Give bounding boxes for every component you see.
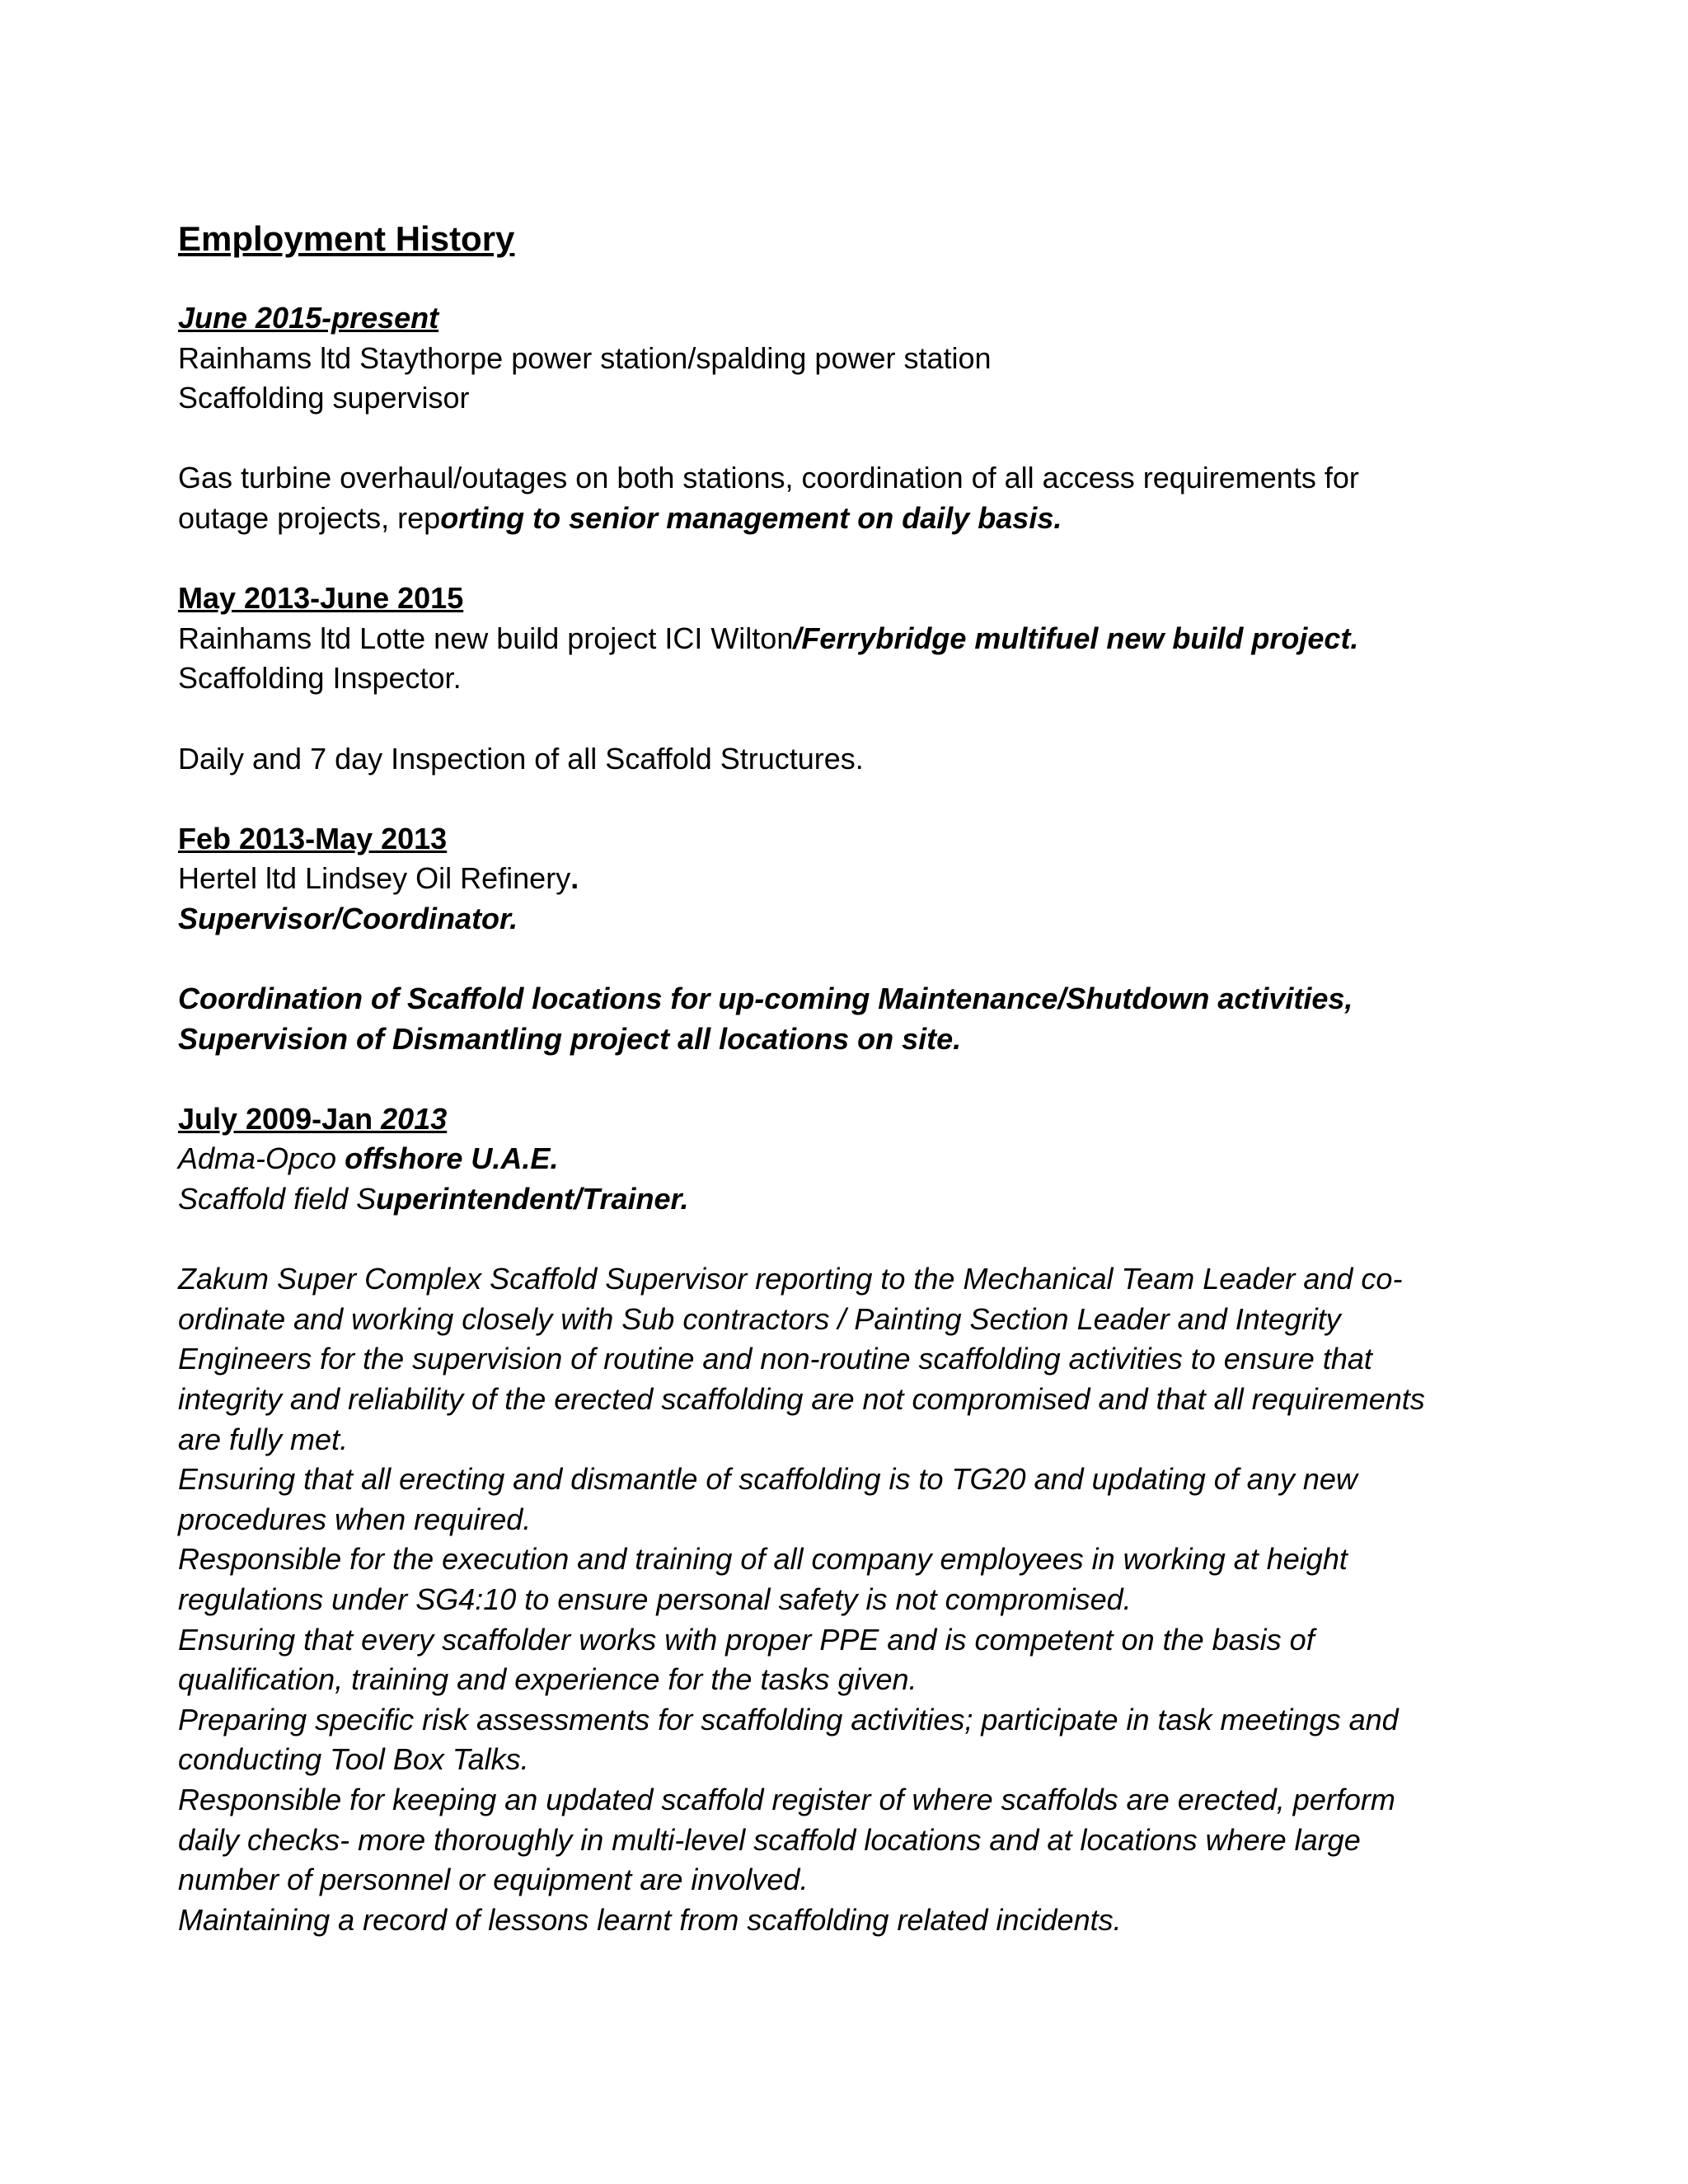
job-description: Daily and 7 day Inspection of all Scaffold Structures. bbox=[178, 741, 864, 776]
job-entry-2 bbox=[178, 579, 1497, 819]
job-description-text: Gas turbine overhaul/outages on both stations, coordination of all access requirements for bbox=[178, 461, 1359, 495]
resume-page bbox=[178, 216, 1497, 1940]
job-date bbox=[178, 1099, 1497, 1140]
job-description bbox=[178, 499, 1497, 539]
spacer bbox=[178, 1220, 1497, 1260]
job-description-line: Engineers for the supervision of routine and non-routine scaffolding activities to ensure that bbox=[178, 1342, 1372, 1376]
job-role: Supervisor/Coordinator. bbox=[178, 901, 518, 935]
job-description-line: Preparing specific risk assessments for scaffolding activities; participate in task meetings and bbox=[178, 1702, 1399, 1736]
job-description-line: integrity and reliability of the erected scaffolding are not compromised and that all requirements bbox=[178, 1382, 1425, 1417]
job-role: Scaffolding Inspector. bbox=[178, 661, 462, 696]
job-date: Feb 2013-May 2013 bbox=[178, 821, 448, 855]
job-company-emphasis: offshore U.A.E. bbox=[345, 1141, 559, 1176]
job-description: Coordination of Scaffold locations for up-coming Maintenance/Shutdown activities, bbox=[178, 982, 1353, 1016]
job-description: Supervision of Dismantling project all locations on site. bbox=[178, 1021, 962, 1056]
job-role: Scaffolding supervisor bbox=[178, 381, 470, 415]
job-entry-1 bbox=[178, 298, 1497, 579]
job-company-emphasis: /Ferrybridge multifuel new build project. bbox=[793, 621, 1359, 655]
job-company: Rainhams ltd Staythorpe power station/spalding power station bbox=[178, 340, 992, 375]
spacer bbox=[178, 539, 1497, 579]
job-company-text: Rainhams ltd Lotte new build project ICI Wilton bbox=[178, 621, 794, 655]
job-description-line: Responsible for keeping an updated scaffold register of where scaffolds are erected, perform bbox=[178, 1782, 1395, 1816]
job-role bbox=[178, 1179, 1497, 1220]
job-description-line: Maintaining a record of lessons learnt from scaffolding related incidents. bbox=[178, 1902, 1122, 1937]
job-description-text: outage projects, rep bbox=[178, 500, 441, 535]
job-entry-3 bbox=[178, 819, 1497, 1099]
job-description-line: number of personnel or equipment are involved. bbox=[178, 1863, 809, 1897]
job-description-line: are fully met. bbox=[178, 1422, 349, 1456]
job-description-line: Ensuring that every scaffolder works with proper PPE and is competent on the basis of bbox=[178, 1622, 1315, 1657]
job-company bbox=[178, 859, 1497, 899]
job-role-emphasis: uperintendent/Trainer. bbox=[376, 1182, 689, 1216]
spacer bbox=[178, 779, 1497, 819]
job-date: May 2013-June 2015 bbox=[178, 581, 464, 616]
section-heading: Employment History bbox=[178, 219, 515, 258]
job-company bbox=[178, 1139, 1497, 1179]
job-entry-4 bbox=[178, 1099, 1497, 1940]
job-role-text: Scaffold field S bbox=[178, 1182, 377, 1216]
job-description-line: conducting Tool Box Talks. bbox=[178, 1742, 529, 1777]
job-description-line: ordinate and working closely with Sub contractors / Painting Section Leader and Integrity bbox=[178, 1301, 1341, 1336]
job-company-text: Adma-Opco bbox=[178, 1141, 345, 1176]
job-description-line: qualification, training and experience for the tasks given. bbox=[178, 1662, 917, 1697]
job-description-line: procedures when required. bbox=[178, 1502, 532, 1536]
job-company-emphasis: . bbox=[570, 861, 579, 896]
job-description-line: Zakum Super Complex Scaffold Supervisor reporting to the Mechanical Team Leader and co- bbox=[178, 1262, 1403, 1296]
spacer bbox=[178, 419, 1497, 459]
job-company bbox=[178, 619, 1497, 659]
job-date-emphasis: 2013 bbox=[381, 1101, 448, 1136]
job-date-text: July 2009-Jan bbox=[178, 1101, 382, 1136]
job-description-line: Ensuring that all erecting and dismantle of scaffolding is to TG20 and updating of any new bbox=[178, 1462, 1357, 1497]
job-description-block bbox=[178, 1259, 1497, 1940]
job-description-line: Responsible for the execution and training of all company employees in working at height bbox=[178, 1542, 1348, 1577]
job-description-emphasis: orting to senior management on daily basis. bbox=[440, 500, 1062, 535]
spacer bbox=[178, 699, 1497, 739]
spacer bbox=[178, 940, 1497, 980]
job-description-line: regulations under SG4:10 to ensure personal safety is not compromised. bbox=[178, 1582, 1132, 1616]
job-description bbox=[178, 458, 1497, 499]
job-date: June 2015-present bbox=[178, 301, 439, 335]
job-company-text: Hertel ltd Lindsey Oil Refinery bbox=[178, 861, 571, 896]
job-description-line: daily checks- more thoroughly in multi-level scaffold locations and at locations where large bbox=[178, 1822, 1361, 1857]
spacer bbox=[178, 1059, 1497, 1099]
